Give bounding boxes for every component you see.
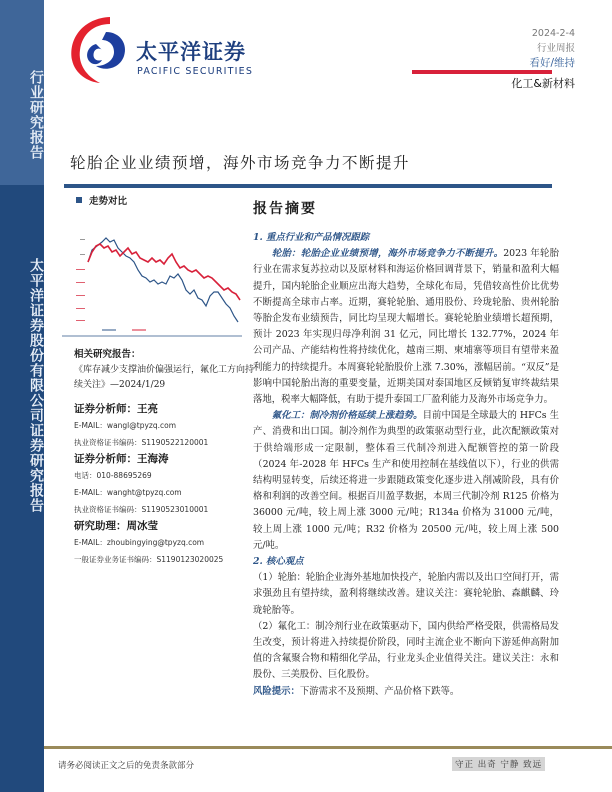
sidebar-top-band xyxy=(0,0,44,185)
footer-disclaimer: 请务必阅读正文之后的免责条款部分 xyxy=(58,761,195,771)
related-reports-heading: 相关研究报告： xyxy=(74,349,141,360)
sidebar-bottom-band xyxy=(0,185,44,792)
report-title: 轮胎企业业绩预增，海外市场竞争力不断提升 xyxy=(70,154,411,172)
analyst-1-email[interactable]: E-MAIL：wangl@tpyzq.com xyxy=(74,421,177,430)
trend-chart xyxy=(62,218,242,338)
report-date: 2024-2-4 xyxy=(531,28,575,39)
square-bullet-icon xyxy=(76,197,82,203)
logo-swirl-icon xyxy=(66,14,132,84)
report-sector: 化工&新材料 xyxy=(511,77,575,90)
assistant-name: 研究助理：周冰莹 xyxy=(74,520,158,532)
analyst-2-license: 执业资格证书编码：S1190523010001 xyxy=(74,505,209,514)
tire-paragraph: 轮胎：轮胎企业业绩预增，海外市场竞争力不断提升。2023 年轮胎行业在需求复苏拉动以及原材料和海运价格回调背景下，销量和盈利大幅提升，国内轮胎企业顺应出海大趋势，全球化布局，凭借较高性价比优势不断提高全球市占率。近期，赛轮轮胎、通用股份、玲珑轮胎、贵州轮胎等胎企发布业绩预告，同比均呈现大幅增长。赛轮轮胎业绩增长超预期，预计 2023 年实现归母净利润 31 亿元，同比增长 132.77%，2024 年公司产品、产能结构性将持续优化，越南三期、柬埔寨等项目有望带来盈利能力的持续提升。本周赛轮轮胎股价上涨 7.30%，涨幅居前。“双反”是影响中国轮胎出海的重要变量，近期美国对泰国地区反倾销复审终裁结果落地，税率大幅降低，有助于提升泰国工厂盈利能力及海外市场竞争力。 xyxy=(253,248,559,406)
risk-warning: 风险提示：下游需求不及预期、产品价格下跌等。 xyxy=(253,685,460,697)
analyst-2-email[interactable]: E-MAIL：wanght@tpyzq.com xyxy=(74,488,182,497)
footer-divider xyxy=(44,746,612,749)
title-divider xyxy=(64,184,552,188)
logo-name-cn: 太平洋证券 xyxy=(136,40,246,64)
analyst-2-phone: 电话：010-88695269 xyxy=(74,471,152,480)
footer-motto: 守正 出奇 宁静 致远 xyxy=(452,757,545,771)
summary-heading: 报告摘要 xyxy=(253,201,317,217)
summary-body xyxy=(253,230,559,700)
sidebar-report-category: 行业研究报告 xyxy=(28,70,44,160)
company-logo xyxy=(66,14,266,84)
related-report-item[interactable]: 《库存减少支撑油价偏强运行，氟化工方向持续关注》—2024/1/29 xyxy=(74,365,255,390)
assistant-license: 一般证券业务证书编码：S1190123020025 xyxy=(74,555,224,564)
trend-heading: 走势对比 xyxy=(76,193,127,207)
section-1-heading: 1. 重点行业和产品情况跟踪 xyxy=(253,232,370,243)
left-column xyxy=(74,346,254,568)
section-2-heading: 2. 核心观点 xyxy=(253,556,304,568)
sidebar-company-label: 太平洋证券股份有限公司证券研究报告 xyxy=(28,257,44,513)
header-meta xyxy=(529,26,575,71)
fluorochemical-paragraph: 氟化工：制冷剂价格延续上涨趋势。目前中国是全球最大的 HFCs 生产、消费和出口国。制冷剂作为典型的政策驱动型行业，此次配额政策对于供给端形成一定限制，整体看三代制冷剂进入配额管控的第一阶段（2024 年-2028 年 HFCs 生产和使用控制在基线值以下），行业的供需结构明显转变，后续还将进一步跟随政策变化逐步进入削减阶段，具有价格和利润的改善空间。根据百川盈孚数据，本周三代制冷剂 R125 价格为 36000 元/吨，较上周上涨 3000 元/吨；R134a 价格为 31000 元/吨，较上周上涨 1000 元/吨；R32 价格为 20500 元/吨，较上周上涨 500 元/吨。 xyxy=(253,410,559,551)
header-accent-rule xyxy=(412,70,552,74)
analyst-1-name: 证券分析师：王亮 xyxy=(74,403,158,415)
industry-rating: 看好/维持 xyxy=(529,57,575,69)
core-view-fluorochemical: （2）氟化工：制冷剂行业在政策驱动下，国内供给严格受限，供需格局发生改变，预计将进入持续提价阶段，同时主流企业不断向下游延伸高附加值的含氟聚合物和精细化学品，行业龙头企业值得关注。建议关注：永和股份、三美股份、巨化股份。 xyxy=(253,620,559,681)
core-view-tire: （1）轮胎：轮胎企业海外基地加快投产，轮胎内需以及出口空间打开，需求强劲且有望持续，盈利将继续改善。建议关注：赛轮轮胎、森麒麟、玲珑轮胎等。 xyxy=(253,572,559,616)
report-type: 行业周报 xyxy=(536,43,575,54)
assistant-email[interactable]: E-MAIL：zhoubingying@tpyzq.com xyxy=(74,538,205,547)
analyst-1-license: 执业资格证书编码：S1190522120001 xyxy=(74,438,209,447)
logo-name-en: PACIFIC SECURITIES xyxy=(137,66,254,77)
analyst-2-name: 证券分析师：王海涛 xyxy=(74,453,169,465)
